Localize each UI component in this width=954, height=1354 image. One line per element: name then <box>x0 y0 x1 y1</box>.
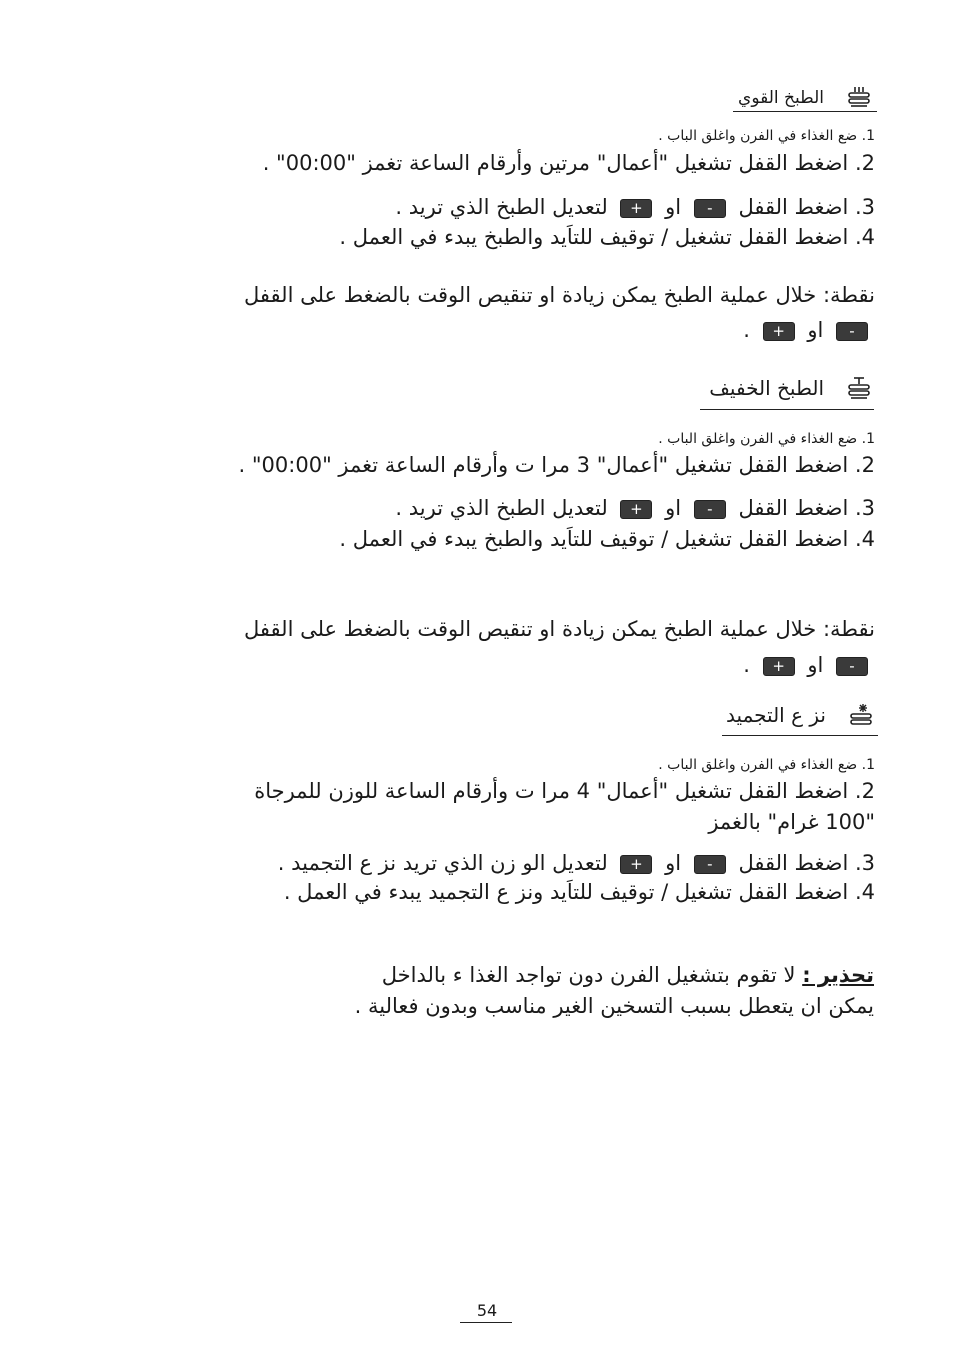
step-2: 2. اضغط القفل تشغيل "أعمال" 4 مرا ت وأرقام الساعة للوزن للمرجاة <box>254 779 875 803</box>
or-text: او <box>807 318 824 342</box>
step-3-tail: لتعديل الو زن الذي تريد نز ع التجميد . <box>277 851 608 875</box>
step-3-tail: لتعديل الطبخ الذي تريد . <box>395 496 608 520</box>
step-4: 4. اضغط القفل تشغيل / توقيف للتاَيد والطبخ يبدء في العمل . <box>339 527 875 551</box>
step-3 <box>278 851 875 875</box>
tip-text: نقطة: خلال عملية الطبخ يمكن زيادة او تنقيص الوقت بالضغط على القفل <box>244 617 875 641</box>
step-1: 1. ضع الغذاء في الفرن واغلق الباب . <box>658 431 875 447</box>
step-3 <box>395 496 875 520</box>
step-1: 1. ضع الغذاء في الفرن واغلق الباب . <box>658 757 875 773</box>
step-2: 2. اضغط القفل تشغيل "أعمال" 3 مرا ت وأرقام الساعة تغمز "00:00" . <box>238 453 875 477</box>
section-title-underline <box>700 409 874 410</box>
section-title-underline <box>733 111 877 112</box>
warning-text-1: لا تقوم بتشغيل الفرن دون تواجد الغذا ء بالداخل <box>381 963 796 987</box>
strong-cook-icon <box>846 85 872 111</box>
plus-button[interactable]: + <box>620 855 652 874</box>
or-text: او <box>665 496 682 520</box>
section-title-defrost <box>726 702 874 728</box>
plus-button[interactable]: + <box>620 199 652 218</box>
step-4: 4. اضغط القفل تشغيل / توقيف للتاَيد والطبخ يبدء في العمل . <box>339 225 875 249</box>
step-2-continued: "100 غرام" بالغمز <box>708 810 875 834</box>
section-title-text: الطبخ الخفيف <box>709 376 824 400</box>
defrost-icon <box>848 702 874 728</box>
minus-button[interactable]: - <box>694 199 726 218</box>
step-3-tail: لتعديل الطبخ الذي تريد . <box>395 195 608 219</box>
or-text: او <box>665 195 682 219</box>
warning-line-1 <box>382 963 874 987</box>
section-title-text: الطبخ القوي <box>738 88 824 108</box>
step-2: 2. اضغط القفل تشغيل "أعمال" مرتين وأرقام الساعة تغمز "00:00" . <box>262 151 875 175</box>
step-3-lead: 3. اضغط القفل <box>738 195 875 219</box>
warning-label: تحذير : <box>802 963 874 987</box>
step-3-lead: 3. اضغط القفل <box>738 851 875 875</box>
page-number: 54 <box>476 1301 498 1320</box>
plus-button[interactable]: + <box>763 322 795 341</box>
tip-buttons-line: - او + . <box>743 653 874 677</box>
step-3 <box>395 195 875 219</box>
or-text: او <box>665 851 682 875</box>
section-title-underline <box>722 735 878 736</box>
tip-buttons-line: - او + . <box>743 318 874 342</box>
step-3-lead: 3. اضغط القفل <box>738 496 875 520</box>
section-title-strong-cook <box>738 85 872 111</box>
minus-button[interactable]: - <box>694 500 726 519</box>
step-1: 1. ضع الغذاء في الفرن واغلق الباب . <box>658 128 875 144</box>
minus-button[interactable]: - <box>836 322 868 341</box>
or-text: او <box>807 653 824 677</box>
tip-text: نقطة: خلال عملية الطبخ يمكن زيادة او تنقيص الوقت بالضغط على القفل <box>244 283 875 307</box>
minus-button[interactable]: - <box>694 855 726 874</box>
section-title-light-cook <box>709 375 872 401</box>
light-cook-icon <box>846 375 872 401</box>
warning-line-2: يمكن ان يتعطل بسبب التسخين الغير مناسب وبدون فعالية . <box>354 994 874 1018</box>
minus-button[interactable]: - <box>836 657 868 676</box>
section-title-text: نز ع التجميد <box>726 703 826 727</box>
plus-button[interactable]: + <box>763 657 795 676</box>
plus-button[interactable]: + <box>620 500 652 519</box>
page-number-underline <box>460 1322 512 1323</box>
step-4: 4. اضغط القفل تشغيل / توقيف للتاَيد ونز ع التجميد يبدء في العمل . <box>283 880 875 904</box>
